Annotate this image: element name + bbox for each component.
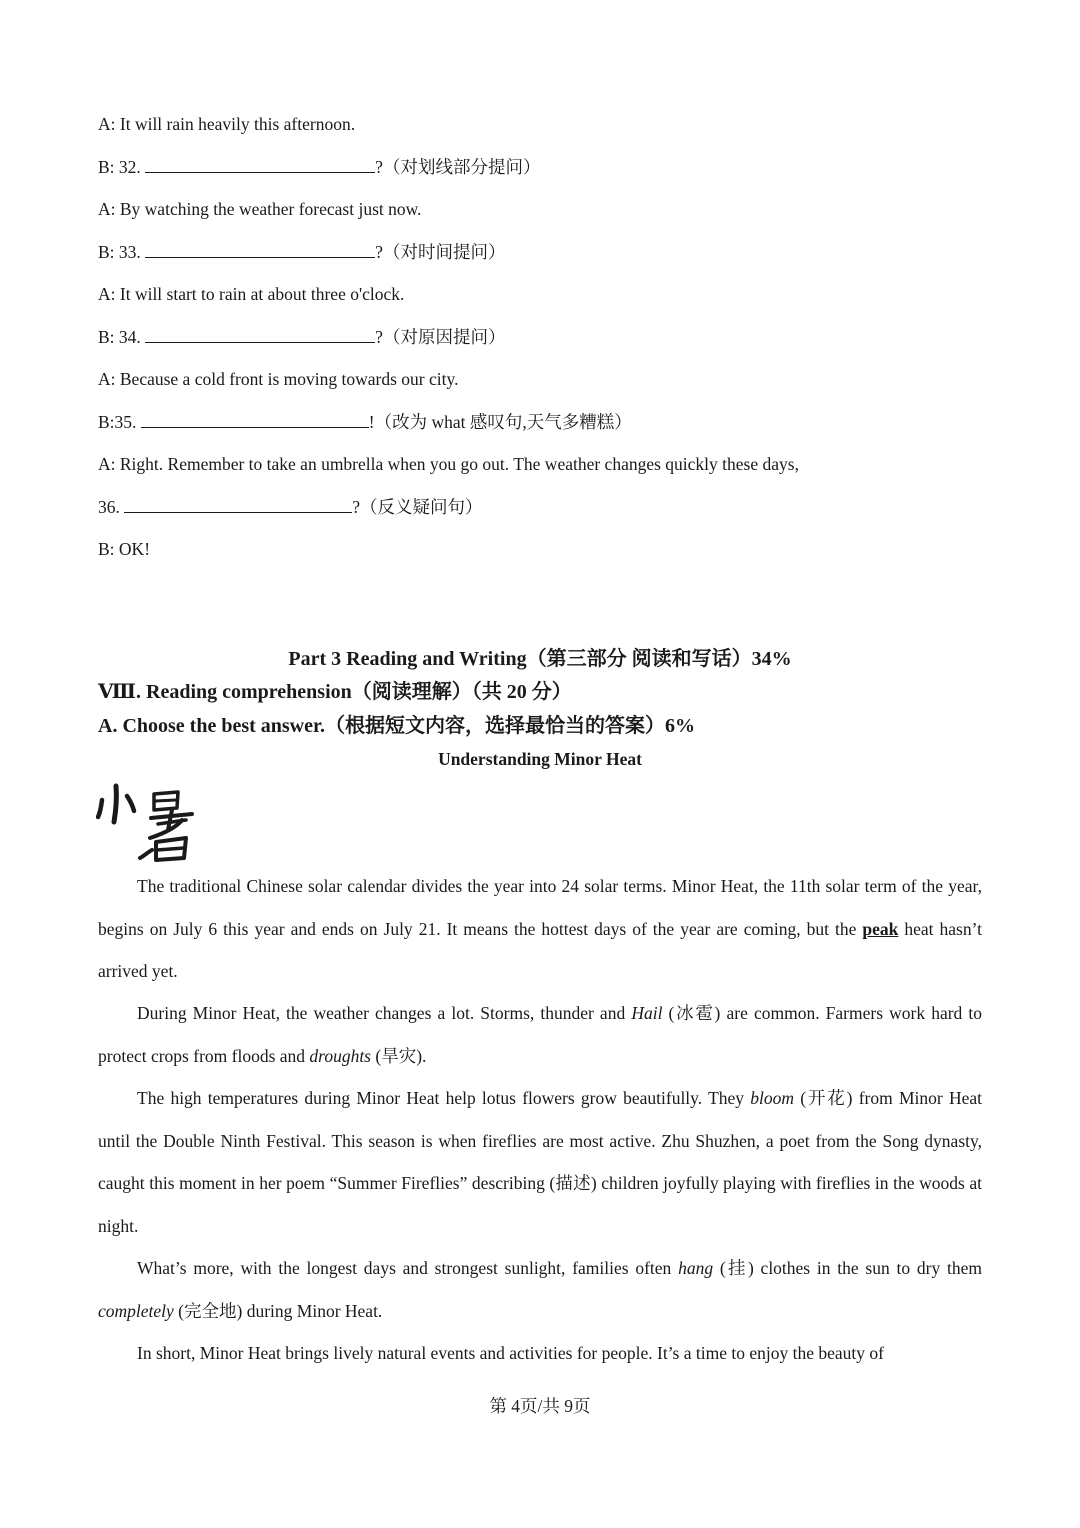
dialogue-text: It will start to rain at about three o'clock. [119, 284, 405, 304]
article-paragraph-5 [98, 1332, 982, 1375]
question-number: 33. [118, 242, 141, 262]
paragraph-text: (挂) clothes in the sun to dry them [713, 1258, 982, 1278]
dialogue-line-33 [98, 240, 505, 263]
dialogue-line-32 [98, 155, 540, 178]
section-heading: Ⅷ. Reading comprehension（阅读理解）（共 20 分） [98, 681, 572, 703]
dialogue-line-11 [98, 538, 150, 560]
underlined-word-peak: peak [862, 918, 899, 939]
speaker: A: [98, 454, 116, 474]
question-number: 36. [98, 497, 120, 517]
article-paragraph-1 [98, 865, 982, 993]
answer-blank-34[interactable] [145, 325, 375, 343]
instruction-note: （对划线部分提问） [382, 157, 541, 177]
dialogue-text: It will rain heavily this afternoon. [119, 114, 356, 134]
italic-word: completely [98, 1300, 174, 1321]
paragraph-text: (完全地) during Minor Heat. [173, 1300, 383, 1321]
speaker: B: [98, 242, 115, 262]
paragraph-text: (旱灾). [371, 1045, 427, 1066]
article-title: Understanding Minor Heat [438, 749, 642, 769]
part-title: Part 3 Reading and Writing（第三部分 阅读和写话）34% [288, 648, 792, 670]
answer-blank-33[interactable] [145, 240, 375, 258]
article-paragraph-2 [98, 992, 982, 1077]
paragraph-text: (开花) from Minor Heat until the Double Ninth Festival. This season is when fireflies are most active. Zhu Shuzhen, a poet from the Song dynasty, caught this moment in her poem “Summer Fireflies” describing (描述) children joyfully playing with fireflies in the woods at night. [98, 1088, 982, 1236]
question-number: 32. [118, 157, 141, 177]
subsection-heading: A. Choose the best answer.（根据短文内容，选择最恰当的答案）6% [98, 715, 696, 737]
article-paragraph-3 [98, 1077, 982, 1247]
speaker: A: [98, 114, 116, 134]
end-mark: ! [368, 412, 375, 432]
dialogue-text: Because a cold front is moving towards our city. [119, 369, 459, 389]
instruction-note: （对时间提问） [382, 242, 506, 262]
speaker: B: [98, 539, 115, 559]
instruction-note: （改为 what 感叹句,天气多糟糕） [374, 412, 632, 432]
dialogue-text: Right. Remember to take an umbrella when you go out. The weather changes quickly these days, [119, 454, 799, 474]
instruction-note: （反义疑问句） [360, 497, 483, 517]
italic-word: bloom [750, 1088, 795, 1108]
answer-blank-36[interactable] [124, 495, 352, 513]
dialogue-line-35 [98, 410, 632, 433]
question-number: 35. [114, 412, 137, 432]
dialogue-line-34 [98, 325, 505, 348]
speaker: A: [98, 199, 116, 219]
dialogue-line-36 [98, 495, 483, 518]
dialogue-line-5 [98, 283, 404, 305]
end-mark: ? [352, 497, 361, 517]
page-number-footer: 第 4页/共 9页 [489, 1396, 591, 1416]
speaker: A: [98, 369, 116, 389]
paragraph-text: The high temperatures during Minor Heat help lotus flowers grow beautifully. They [137, 1088, 751, 1108]
dialogue-line-3 [98, 198, 422, 220]
minor-heat-calligraphy-logo [96, 780, 204, 864]
speaker: B: [98, 157, 115, 177]
paragraph-text: heat hasn’t arrived yet. [98, 918, 982, 981]
article-paragraph-4 [98, 1247, 982, 1332]
end-mark: ? [375, 242, 383, 262]
paragraph-text: The traditional Chinese solar calendar divides the year into 24 solar terms. Minor Heat, the 11th solar term of the year, begins on July 6 this year and ends on July 21. It means the hottest days of the year are coming, but the [98, 876, 982, 939]
speaker: A: [98, 284, 116, 304]
italic-word: droughts [309, 1045, 371, 1066]
answer-blank-35[interactable] [141, 410, 369, 428]
end-mark: ? [375, 157, 383, 177]
paragraph-text: During Minor Heat, the weather changes a lot. Storms, thunder and [137, 1003, 632, 1023]
italic-word: Hail [631, 1003, 663, 1023]
question-number: 34. [118, 327, 141, 347]
speaker: B: [98, 327, 115, 347]
dialogue-text: OK! [118, 539, 151, 559]
dialogue-line-1 [98, 113, 355, 135]
italic-word: hang [678, 1258, 714, 1278]
paragraph-text: In short, Minor Heat brings lively natural events and activities for people. It’s a time to enjoy the beauty of [137, 1343, 884, 1363]
instruction-note: （对原因提问） [382, 327, 506, 347]
paragraph-text: (冰雹) are common. Farmers work hard to protect crops from floods and [98, 1003, 982, 1066]
dialogue-text: By watching the weather forecast just now. [119, 199, 422, 219]
answer-blank-32[interactable] [145, 155, 375, 173]
dialogue-line-9 [98, 453, 799, 475]
paragraph-text: What’s more, with the longest days and strongest sunlight, families often [137, 1258, 679, 1278]
speaker: B: [98, 412, 115, 432]
dialogue-line-7 [98, 368, 458, 390]
end-mark: ? [375, 327, 383, 347]
